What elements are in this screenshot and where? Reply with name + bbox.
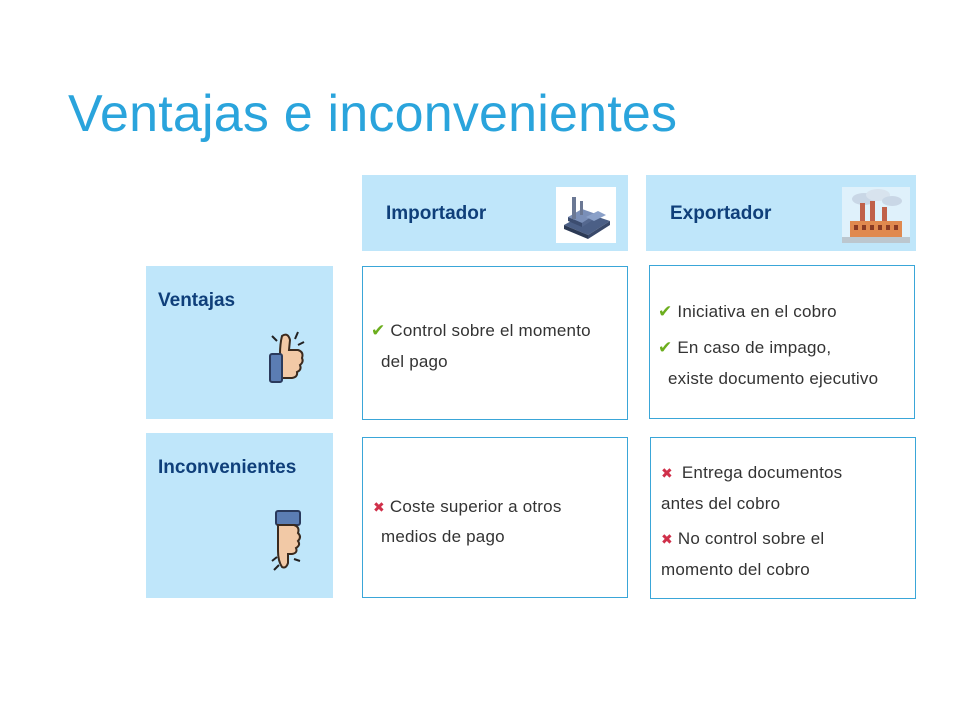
list-item-text: Coste superior a otros: [389, 497, 562, 516]
list-item-text: antes del cobro: [661, 494, 781, 513]
list-item: [371, 321, 591, 341]
cross-icon: ✖: [661, 531, 673, 547]
list-item: [373, 497, 562, 517]
cross-icon: ✖: [661, 465, 673, 481]
row-header-disadvantages: [146, 433, 333, 598]
list-item-text: En caso de impago,: [677, 338, 832, 357]
list-item: [658, 338, 831, 358]
cell-exporter-advantages: [649, 265, 915, 419]
list-item: [661, 529, 824, 549]
row-header-disadvantages-label: Inconvenientes: [158, 457, 297, 478]
thumbs-down-icon: [264, 507, 310, 578]
thumbs-up-icon: [264, 326, 310, 393]
cell-importer-disadvantages: [362, 437, 628, 598]
slide-title: Ventajas e inconvenientes: [68, 85, 678, 143]
list-item-text: Control sobre el momento: [390, 321, 591, 340]
cross-icon: ✖: [373, 499, 385, 515]
cell-exporter-disadvantages: [650, 437, 916, 599]
list-item-text: Iniciativa en el cobro: [677, 302, 837, 321]
column-header-exporter: [646, 175, 916, 251]
list-item-text: No control sobre el: [677, 529, 825, 548]
column-header-importer: [362, 175, 628, 251]
factory-smoke-icon: [842, 187, 910, 243]
list-item-text: existe documento ejecutivo: [668, 369, 879, 388]
check-icon: ✔: [371, 321, 386, 340]
column-header-exporter-label: Exportador: [670, 203, 772, 224]
check-icon: ✔: [658, 338, 673, 357]
check-icon: ✔: [658, 302, 673, 321]
row-header-advantages-label: Ventajas: [158, 290, 236, 311]
factory-icon: [556, 187, 616, 243]
list-item-text: Entrega documentos: [681, 463, 843, 482]
cell-importer-advantages: [362, 266, 628, 420]
row-header-advantages: [146, 266, 333, 419]
list-item: [661, 463, 842, 483]
list-item-text: medios de pago: [381, 527, 505, 546]
list-item-text: del pago: [381, 352, 448, 371]
list-item-text: momento del cobro: [661, 560, 810, 579]
list-item: [658, 302, 837, 322]
column-header-importer-label: Importador: [386, 203, 487, 224]
